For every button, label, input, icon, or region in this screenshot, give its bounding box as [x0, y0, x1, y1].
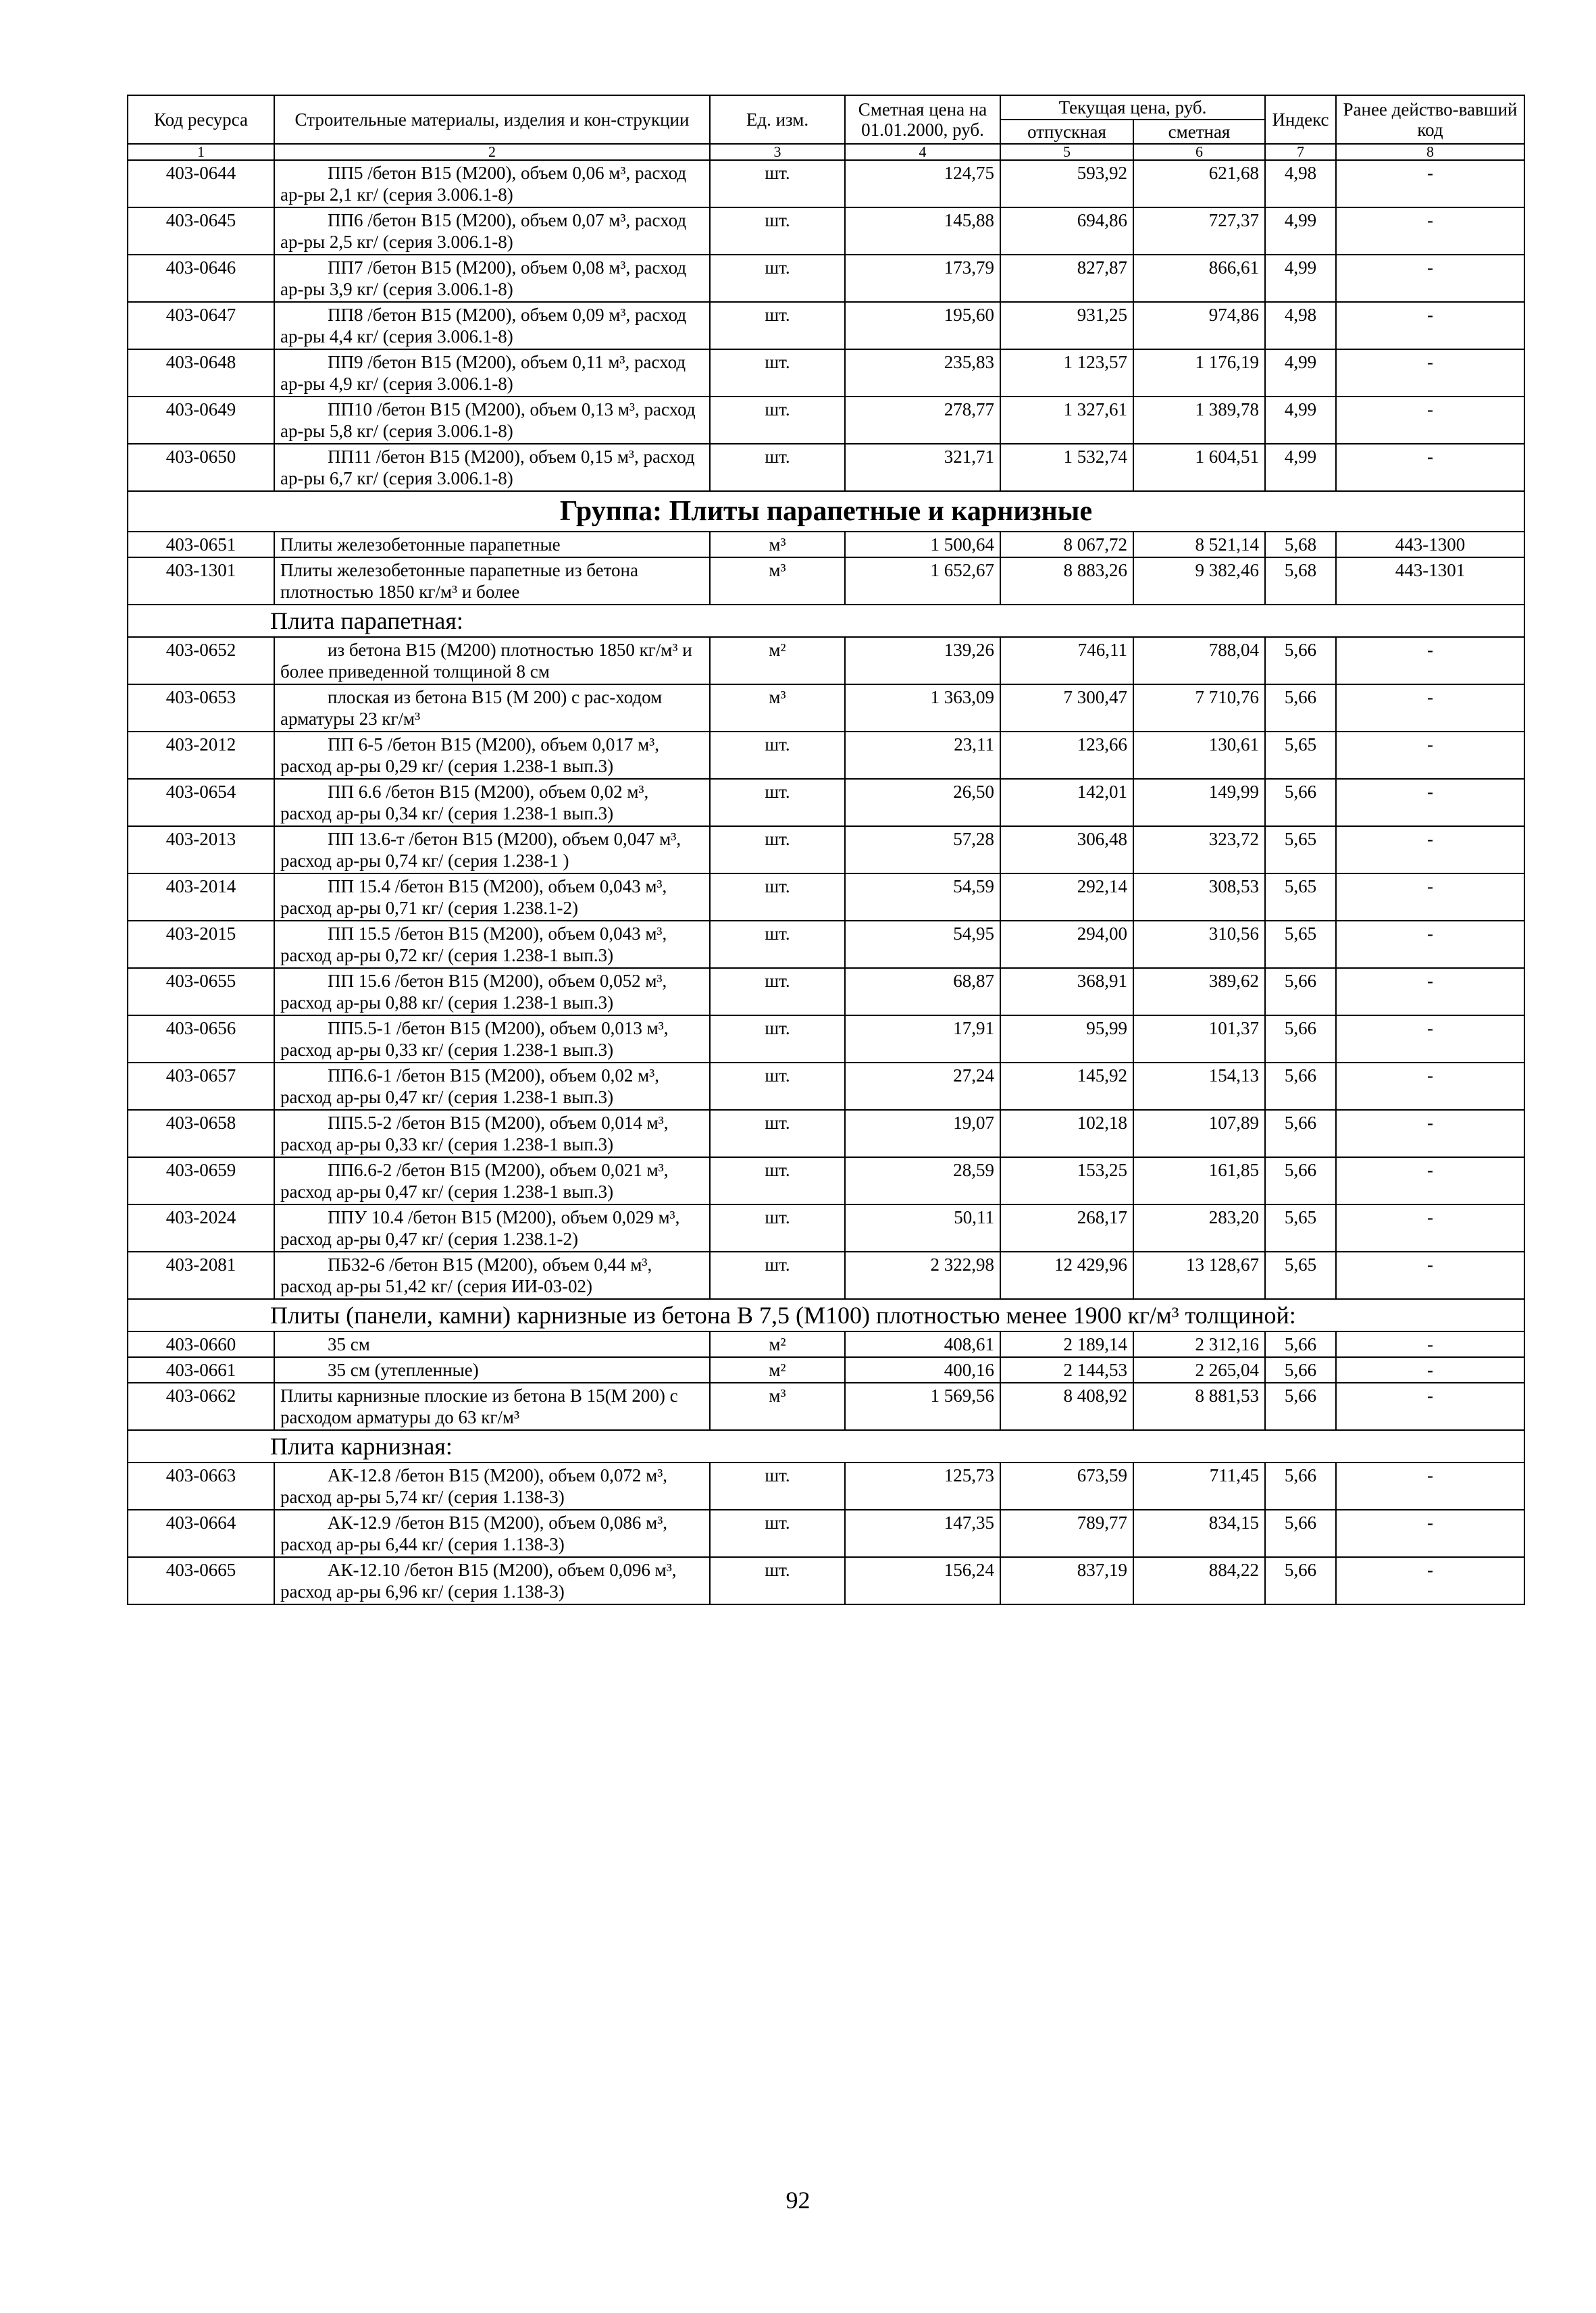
- estimate-price: 834,15: [1133, 1510, 1265, 1557]
- estimate-price: 2 265,04: [1133, 1357, 1265, 1383]
- material-name: ПП6.6-2 /бетон В15 (М200), объем 0,021 м³, расход ар-ры 0,47 кг/ (серия 1.238-1 вып.3): [274, 1157, 710, 1204]
- material-name: ПП8 /бетон В15 (М200), объем 0,09 м³, расход ар-ры 4,4 кг/ (серия 3.006.1-8): [274, 302, 710, 349]
- table-row: [128, 968, 1524, 1015]
- wholesale-price: 931,25: [1000, 302, 1133, 349]
- header-prev-code: Ранее действо-вавший код: [1336, 95, 1524, 144]
- estimate-price: 711,45: [1133, 1463, 1265, 1510]
- previous-code: 443-1300: [1336, 532, 1524, 557]
- previous-code: -: [1336, 684, 1524, 732]
- column-number: 6: [1133, 144, 1265, 160]
- resource-code: 403-0663: [128, 1463, 274, 1510]
- estimate-price: 7 710,76: [1133, 684, 1265, 732]
- header-name: Строительные материалы, изделия и кон-струкции: [274, 95, 710, 144]
- resource-code: 403-0655: [128, 968, 274, 1015]
- estimate-price: 974,86: [1133, 302, 1265, 349]
- table-row: [128, 779, 1524, 826]
- table-row: [128, 1463, 1524, 1510]
- price-index: 5,66: [1265, 968, 1336, 1015]
- previous-code: -: [1336, 1383, 1524, 1430]
- material-name: АК-12.10 /бетон В15 (М200), объем 0,096 м³, расход ар-ры 6,96 кг/ (серия 1.138-3): [274, 1557, 710, 1604]
- base-price: 124,75: [845, 160, 1000, 207]
- base-price: 23,11: [845, 732, 1000, 779]
- wholesale-price: 268,17: [1000, 1204, 1133, 1252]
- resource-code: 403-0664: [128, 1510, 274, 1557]
- column-number: 5: [1000, 144, 1133, 160]
- unit-cell: м³: [710, 532, 845, 557]
- base-price: 278,77: [845, 397, 1000, 444]
- estimate-price: 107,89: [1133, 1110, 1265, 1157]
- unit-cell: шт.: [710, 160, 845, 207]
- table-row: [128, 255, 1524, 302]
- unit-cell: шт.: [710, 444, 845, 491]
- material-name: 35 см (утепленные): [274, 1357, 710, 1383]
- previous-code: 443-1301: [1336, 557, 1524, 605]
- previous-code: -: [1336, 207, 1524, 255]
- unit-cell: шт.: [710, 968, 845, 1015]
- resource-code: 403-0653: [128, 684, 274, 732]
- header-current-price: Текущая цена, руб.: [1000, 95, 1265, 120]
- estimate-price: 884,22: [1133, 1557, 1265, 1604]
- price-index: 5,65: [1265, 1204, 1336, 1252]
- material-name: ПП 15.5 /бетон В15 (М200), объем 0,043 м³, расход ар-ры 0,72 кг/ (серия 1.238-1 вып.3): [274, 921, 710, 968]
- previous-code: -: [1336, 826, 1524, 873]
- price-index: 4,99: [1265, 397, 1336, 444]
- unit-cell: шт.: [710, 1557, 845, 1604]
- estimate-price: 308,53: [1133, 873, 1265, 921]
- price-index: 5,66: [1265, 1510, 1336, 1557]
- price-index: 5,66: [1265, 1557, 1336, 1604]
- estimate-price: 1 176,19: [1133, 349, 1265, 397]
- price-index: 5,66: [1265, 1463, 1336, 1510]
- material-name: ПП5.5-1 /бетон В15 (М200), объем 0,013 м³, расход ар-ры 0,33 кг/ (серия 1.238-1 вып.3): [274, 1015, 710, 1063]
- material-name: ПП 15.4 /бетон В15 (М200), объем 0,043 м³, расход ар-ры 0,71 кг/ (серия 1.238.1-2): [274, 873, 710, 921]
- table-row: [128, 1015, 1524, 1063]
- header-index: Индекс: [1265, 95, 1336, 144]
- wholesale-price: 827,87: [1000, 255, 1133, 302]
- material-name: 35 см: [274, 1331, 710, 1357]
- wholesale-price: 746,11: [1000, 637, 1133, 684]
- base-price: 27,24: [845, 1063, 1000, 1110]
- material-name: ПБ32-6 /бетон В15 (М200), объем 0,44 м³, расход ар-ры 51,42 кг/ (серия ИИ-03-02): [274, 1252, 710, 1299]
- column-number: 4: [845, 144, 1000, 160]
- unit-cell: шт.: [710, 779, 845, 826]
- resource-code: 403-0651: [128, 532, 274, 557]
- material-name: Плиты железобетонные парапетные: [274, 532, 710, 557]
- subgroup-title: Плита парапетная:: [128, 605, 1524, 637]
- material-name: ППУ 10.4 /бетон В15 (М200), объем 0,029 м³, расход ар-ры 0,47 кг/ (серия 1.238.1-2): [274, 1204, 710, 1252]
- price-index: 4,99: [1265, 444, 1336, 491]
- estimate-price: 727,37: [1133, 207, 1265, 255]
- base-price: 1 363,09: [845, 684, 1000, 732]
- table-row: [128, 1331, 1524, 1357]
- material-name: ПП 15.6 /бетон В15 (М200), объем 0,052 м³, расход ар-ры 0,88 кг/ (серия 1.238-1 вып.3): [274, 968, 710, 1015]
- unit-cell: м²: [710, 1357, 845, 1383]
- wholesale-price: 292,14: [1000, 873, 1133, 921]
- resource-code: 403-2015: [128, 921, 274, 968]
- base-price: 54,59: [845, 873, 1000, 921]
- unit-cell: шт.: [710, 302, 845, 349]
- subgroup-title: Плита карнизная:: [128, 1430, 1524, 1463]
- table-row: [128, 1357, 1524, 1383]
- wholesale-price: 2 189,14: [1000, 1331, 1133, 1357]
- wholesale-price: 593,92: [1000, 160, 1133, 207]
- header-code: Код ресурса: [128, 95, 274, 144]
- previous-code: -: [1336, 1357, 1524, 1383]
- column-number: 8: [1336, 144, 1524, 160]
- price-index: 5,66: [1265, 1357, 1336, 1383]
- price-index: 5,66: [1265, 1383, 1336, 1430]
- base-price: 54,95: [845, 921, 1000, 968]
- table-row: [128, 302, 1524, 349]
- base-price: 1 569,56: [845, 1383, 1000, 1430]
- wholesale-price: 368,91: [1000, 968, 1133, 1015]
- price-index: 5,68: [1265, 557, 1336, 605]
- previous-code: -: [1336, 732, 1524, 779]
- material-name: ПП9 /бетон В15 (М200), объем 0,11 м³, расход ар-ры 4,9 кг/ (серия 3.006.1-8): [274, 349, 710, 397]
- table-row: [128, 873, 1524, 921]
- estimate-price: 161,85: [1133, 1157, 1265, 1204]
- resource-code: 403-0657: [128, 1063, 274, 1110]
- price-index: 5,66: [1265, 779, 1336, 826]
- wholesale-price: 8 408,92: [1000, 1383, 1133, 1430]
- previous-code: -: [1336, 302, 1524, 349]
- base-price: 2 322,98: [845, 1252, 1000, 1299]
- resource-code: 403-0660: [128, 1331, 274, 1357]
- material-name: АК-12.9 /бетон В15 (М200), объем 0,086 м³, расход ар-ры 6,44 кг/ (серия 1.138-3): [274, 1510, 710, 1557]
- wholesale-price: 95,99: [1000, 1015, 1133, 1063]
- material-name: ПП 6.6 /бетон В15 (М200), объем 0,02 м³, расход ар-ры 0,34 кг/ (серия 1.238-1 вып.3): [274, 779, 710, 826]
- subgroup-heading-row: [128, 1430, 1524, 1463]
- estimate-price: 8 881,53: [1133, 1383, 1265, 1430]
- estimate-price: 389,62: [1133, 968, 1265, 1015]
- base-price: 173,79: [845, 255, 1000, 302]
- resource-code: 403-2012: [128, 732, 274, 779]
- price-index: 5,68: [1265, 532, 1336, 557]
- estimate-price: 866,61: [1133, 255, 1265, 302]
- wholesale-price: 306,48: [1000, 826, 1133, 873]
- unit-cell: шт.: [710, 1510, 845, 1557]
- wholesale-price: 1 123,57: [1000, 349, 1133, 397]
- base-price: 17,91: [845, 1015, 1000, 1063]
- table-row: [128, 637, 1524, 684]
- resource-code: 403-0662: [128, 1383, 274, 1430]
- previous-code: -: [1336, 779, 1524, 826]
- previous-code: -: [1336, 1204, 1524, 1252]
- base-price: 1 500,64: [845, 532, 1000, 557]
- price-index: 4,99: [1265, 255, 1336, 302]
- unit-cell: шт.: [710, 1252, 845, 1299]
- estimate-price: 1 389,78: [1133, 397, 1265, 444]
- unit-cell: шт.: [710, 1110, 845, 1157]
- table-row: [128, 826, 1524, 873]
- wholesale-price: 102,18: [1000, 1110, 1133, 1157]
- wholesale-price: 837,19: [1000, 1557, 1133, 1604]
- wholesale-price: 8 883,26: [1000, 557, 1133, 605]
- base-price: 400,16: [845, 1357, 1000, 1383]
- material-name: ПП 6-5 /бетон В15 (М200), объем 0,017 м³, расход ар-ры 0,29 кг/ (серия 1.238-1 вып.3): [274, 732, 710, 779]
- unit-cell: м²: [710, 1331, 845, 1357]
- base-price: 57,28: [845, 826, 1000, 873]
- table-row: [128, 1063, 1524, 1110]
- previous-code: -: [1336, 637, 1524, 684]
- price-index: 5,66: [1265, 1157, 1336, 1204]
- resource-code: 403-0647: [128, 302, 274, 349]
- estimate-price: 283,20: [1133, 1204, 1265, 1252]
- price-index: 5,66: [1265, 1015, 1336, 1063]
- previous-code: -: [1336, 1157, 1524, 1204]
- resource-code: 403-0661: [128, 1357, 274, 1383]
- price-index: 5,66: [1265, 637, 1336, 684]
- material-name: ПП6.6-1 /бетон В15 (М200), объем 0,02 м³, расход ар-ры 0,47 кг/ (серия 1.238-1 вып.3): [274, 1063, 710, 1110]
- price-index: 4,98: [1265, 160, 1336, 207]
- wholesale-price: 153,25: [1000, 1157, 1133, 1204]
- table-row: [128, 732, 1524, 779]
- resource-code: 403-0665: [128, 1557, 274, 1604]
- wholesale-price: 145,92: [1000, 1063, 1133, 1110]
- base-price: 321,71: [845, 444, 1000, 491]
- table-row: [128, 1204, 1524, 1252]
- unit-cell: шт.: [710, 1157, 845, 1204]
- unit-cell: м³: [710, 1383, 845, 1430]
- previous-code: -: [1336, 921, 1524, 968]
- subgroup-heading-row: [128, 605, 1524, 637]
- price-index: 4,99: [1265, 349, 1336, 397]
- price-index: 5,65: [1265, 1252, 1336, 1299]
- estimate-price: 323,72: [1133, 826, 1265, 873]
- estimate-price: 8 521,14: [1133, 532, 1265, 557]
- resource-code: 403-2014: [128, 873, 274, 921]
- unit-cell: шт.: [710, 255, 845, 302]
- header-wholesale: отпускная: [1000, 120, 1133, 144]
- wholesale-price: 294,00: [1000, 921, 1133, 968]
- unit-cell: шт.: [710, 207, 845, 255]
- unit-cell: шт.: [710, 873, 845, 921]
- previous-code: -: [1336, 968, 1524, 1015]
- previous-code: -: [1336, 1110, 1524, 1157]
- price-index: 5,65: [1265, 921, 1336, 968]
- wholesale-price: 1 532,74: [1000, 444, 1133, 491]
- column-number-row: [128, 144, 1524, 160]
- material-name: Плиты карнизные плоские из бетона В 15(М 200) с расходом арматуры до 63 кг/м³: [274, 1383, 710, 1430]
- base-price: 139,26: [845, 637, 1000, 684]
- unit-cell: м²: [710, 637, 845, 684]
- table-row: [128, 557, 1524, 605]
- previous-code: -: [1336, 1463, 1524, 1510]
- resource-code: 403-0652: [128, 637, 274, 684]
- wholesale-price: 789,77: [1000, 1510, 1133, 1557]
- table-row: [128, 1383, 1524, 1430]
- table-row: [128, 1252, 1524, 1299]
- material-name: ПП7 /бетон В15 (М200), объем 0,08 м³, расход ар-ры 3,9 кг/ (серия 3.006.1-8): [274, 255, 710, 302]
- price-index: 5,66: [1265, 1331, 1336, 1357]
- table-row: [128, 684, 1524, 732]
- estimate-price: 2 312,16: [1133, 1331, 1265, 1357]
- wholesale-price: 12 429,96: [1000, 1252, 1133, 1299]
- estimate-price: 154,13: [1133, 1063, 1265, 1110]
- base-price: 28,59: [845, 1157, 1000, 1204]
- wholesale-price: 123,66: [1000, 732, 1133, 779]
- group-title: Группа: Плиты парапетные и карнизные: [128, 491, 1524, 532]
- table-body: [128, 160, 1524, 1604]
- estimate-price: 130,61: [1133, 732, 1265, 779]
- material-name: плоская из бетона В15 (М 200) с рас-ходом арматуры 23 кг/м³: [274, 684, 710, 732]
- column-number: 3: [710, 144, 845, 160]
- estimate-price: 1 604,51: [1133, 444, 1265, 491]
- price-index: 4,98: [1265, 302, 1336, 349]
- table-row: [128, 207, 1524, 255]
- previous-code: -: [1336, 873, 1524, 921]
- unit-cell: шт.: [710, 397, 845, 444]
- resource-code: 403-0649: [128, 397, 274, 444]
- price-index: 4,99: [1265, 207, 1336, 255]
- material-name: ПП5.5-2 /бетон В15 (М200), объем 0,014 м³, расход ар-ры 0,33 кг/ (серия 1.238-1 вып.3): [274, 1110, 710, 1157]
- header-unit: Ед. изм.: [710, 95, 845, 144]
- material-name: из бетона В15 (М200) плотностью 1850 кг/м³ и более приведенной толщиной 8 см: [274, 637, 710, 684]
- table-row: [128, 349, 1524, 397]
- header-estimate: сметная: [1133, 120, 1265, 144]
- base-price: 1 652,67: [845, 557, 1000, 605]
- base-price: 156,24: [845, 1557, 1000, 1604]
- price-index: 5,65: [1265, 826, 1336, 873]
- base-price: 195,60: [845, 302, 1000, 349]
- resource-code: 403-0646: [128, 255, 274, 302]
- resource-code: 403-0645: [128, 207, 274, 255]
- table-row: [128, 532, 1524, 557]
- table-row: [128, 160, 1524, 207]
- base-price: 50,11: [845, 1204, 1000, 1252]
- base-price: 235,83: [845, 349, 1000, 397]
- table-row: [128, 397, 1524, 444]
- column-number: 1: [128, 144, 274, 160]
- subgroup-heading-row: [128, 1299, 1524, 1331]
- estimate-price: 621,68: [1133, 160, 1265, 207]
- unit-cell: шт.: [710, 826, 845, 873]
- material-name: ПП6 /бетон В15 (М200), объем 0,07 м³, расход ар-ры 2,5 кг/ (серия 3.006.1-8): [274, 207, 710, 255]
- table-row: [128, 1557, 1524, 1604]
- column-number: 7: [1265, 144, 1336, 160]
- estimate-price: 9 382,46: [1133, 557, 1265, 605]
- wholesale-price: 673,59: [1000, 1463, 1133, 1510]
- unit-cell: шт.: [710, 1204, 845, 1252]
- previous-code: -: [1336, 1015, 1524, 1063]
- previous-code: -: [1336, 160, 1524, 207]
- base-price: 26,50: [845, 779, 1000, 826]
- unit-cell: м³: [710, 684, 845, 732]
- wholesale-price: 7 300,47: [1000, 684, 1133, 732]
- resource-code: 403-0644: [128, 160, 274, 207]
- previous-code: -: [1336, 397, 1524, 444]
- price-index: 5,66: [1265, 1110, 1336, 1157]
- resource-code: 403-0659: [128, 1157, 274, 1204]
- table-row: [128, 1110, 1524, 1157]
- material-name: АК-12.8 /бетон В15 (М200), объем 0,072 м³, расход ар-ры 5,74 кг/ (серия 1.138-3): [274, 1463, 710, 1510]
- unit-cell: м³: [710, 557, 845, 605]
- wholesale-price: 1 327,61: [1000, 397, 1133, 444]
- resource-code: 403-0654: [128, 779, 274, 826]
- resource-code: 403-0650: [128, 444, 274, 491]
- column-number: 2: [274, 144, 710, 160]
- price-index: 5,66: [1265, 684, 1336, 732]
- table-row: [128, 1510, 1524, 1557]
- wholesale-price: 142,01: [1000, 779, 1133, 826]
- base-price: 125,73: [845, 1463, 1000, 1510]
- resource-code: 403-0658: [128, 1110, 274, 1157]
- page-number: 92: [786, 2187, 810, 2214]
- base-price: 145,88: [845, 207, 1000, 255]
- previous-code: -: [1336, 1252, 1524, 1299]
- price-index: 5,65: [1265, 873, 1336, 921]
- header-row: [128, 95, 1524, 120]
- header-base-price: Сметная цена на 01.01.2000, руб.: [845, 95, 1000, 144]
- material-name: ПП 13.6-т /бетон В15 (М200), объем 0,047 м³, расход ар-ры 0,74 кг/ (серия 1.238-1 ): [274, 826, 710, 873]
- wholesale-price: 694,86: [1000, 207, 1133, 255]
- resource-code: 403-1301: [128, 557, 274, 605]
- table-row: [128, 921, 1524, 968]
- material-name: ПП11 /бетон В15 (М200), объем 0,15 м³, расход ар-ры 6,7 кг/ (серия 3.006.1-8): [274, 444, 710, 491]
- price-index: 5,66: [1265, 1063, 1336, 1110]
- base-price: 147,35: [845, 1510, 1000, 1557]
- previous-code: -: [1336, 444, 1524, 491]
- unit-cell: шт.: [710, 1015, 845, 1063]
- material-name: Плиты железобетонные парапетные из бетона плотностью 1850 кг/м³ и более: [274, 557, 710, 605]
- resource-code: 403-0648: [128, 349, 274, 397]
- previous-code: -: [1336, 255, 1524, 302]
- group-heading-row: [128, 491, 1524, 532]
- previous-code: -: [1336, 349, 1524, 397]
- estimate-price: 13 128,67: [1133, 1252, 1265, 1299]
- estimate-price: 101,37: [1133, 1015, 1265, 1063]
- unit-cell: шт.: [710, 349, 845, 397]
- unit-cell: шт.: [710, 1063, 845, 1110]
- base-price: 408,61: [845, 1331, 1000, 1357]
- previous-code: -: [1336, 1557, 1524, 1604]
- previous-code: -: [1336, 1331, 1524, 1357]
- resource-code: 403-0656: [128, 1015, 274, 1063]
- estimate-price: 788,04: [1133, 637, 1265, 684]
- unit-cell: шт.: [710, 921, 845, 968]
- previous-code: -: [1336, 1510, 1524, 1557]
- wholesale-price: 2 144,53: [1000, 1357, 1133, 1383]
- material-name: ПП10 /бетон В15 (М200), объем 0,13 м³, расход ар-ры 5,8 кг/ (серия 3.006.1-8): [274, 397, 710, 444]
- previous-code: -: [1336, 1063, 1524, 1110]
- base-price: 68,87: [845, 968, 1000, 1015]
- material-name: ПП5 /бетон В15 (М200), объем 0,06 м³, расход ар-ры 2,1 кг/ (серия 3.006.1-8): [274, 160, 710, 207]
- resource-code: 403-2081: [128, 1252, 274, 1299]
- estimate-price: 149,99: [1133, 779, 1265, 826]
- resource-code: 403-2024: [128, 1204, 274, 1252]
- wholesale-price: 8 067,72: [1000, 532, 1133, 557]
- subgroup-title: Плиты (панели, камни) карнизные из бетона В 7,5 (М100) плотностью менее 1900 кг/м³ толщиной:: [128, 1299, 1524, 1331]
- table-row: [128, 1157, 1524, 1204]
- unit-cell: шт.: [710, 1463, 845, 1510]
- price-table-page: [127, 95, 1524, 1605]
- unit-cell: шт.: [710, 732, 845, 779]
- price-table: [127, 95, 1525, 1605]
- estimate-price: 310,56: [1133, 921, 1265, 968]
- base-price: 19,07: [845, 1110, 1000, 1157]
- resource-code: 403-2013: [128, 826, 274, 873]
- price-index: 5,65: [1265, 732, 1336, 779]
- table-row: [128, 444, 1524, 491]
